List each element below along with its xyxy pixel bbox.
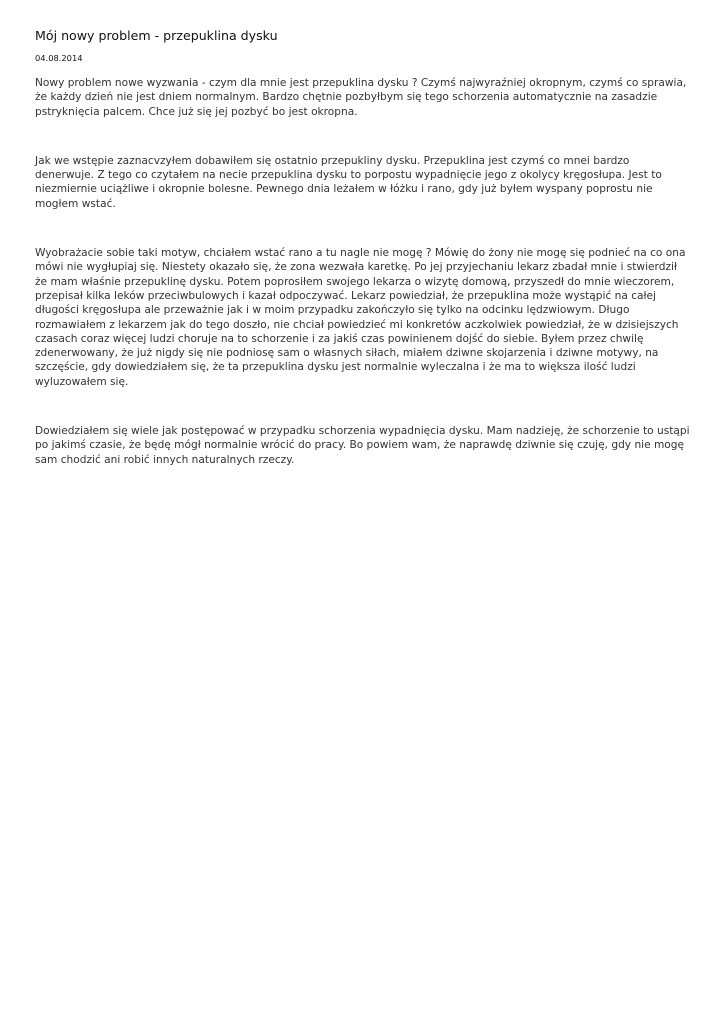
article bbox=[35, 0, 691, 467]
paragraph-1: Nowy problem nowe wyzwania - czym dla mnie jest przepuklina dysku ? Czymś najwyraźniej okropnym, czymś co sprawia, że każdy dzień nie jest dniem normalnym. Bardzo chętnie pozbyłbym się tego schorzenia automatycznie na zasadzie pstryknięcia palcem. Chce już się jej pozbyć bo jest okropna. bbox=[35, 77, 687, 118]
paragraph-4: Dowiedziałem się wiele jak postępować w przypadku schorzenia wypadnięcia dysku. Mam nadzieję, że schorzenie to ustąpi po jakimś czasie, że będę mógł normalnie wrócić do pracy. Bo powiem wam, że naprawdę dziwnie się czuję, gdy nie mogę sam chodzić ani robić innych naturalnych rzeczy. bbox=[35, 425, 690, 466]
article-title: Mój nowy problem - przepuklina dysku bbox=[35, 28, 278, 43]
paragraph-3: Wyobrażacie sobie taki motyw, chciałem wstać rano a tu nagle nie mogę ? Mówię do żony nie mogę się podnieć na co ona mówi nie wygłupiaj się. Niestety okazało się, że zona wezwała karetkę. Po jej przyjechaniu lekarz zbadał mnie i stwierdził że mam właśnie przepuklinę dysku. Potem poprosiłem swojego lekarza o wizytę domową, przyszedł do mnie wieczorem, przepisał kilka leków przeciwbulowych i kazał odpoczywać. Lekarz powiedział, że przepuklina może wystąpić na całej długości kręgosłupa ale przeważnie jak i w moim przypadku zakończyło się tylko na odcinku lędzwiowym. Długo rozmawiałem z lekarzem jak do tego doszło, nie chciał powiedzieć mi konkretów aczkolwiek powiedział, że w dzisiejszych czasach coraz więcej ludzi choruje na to schorzenie i za jakiś czas powinienem dojść do siebie. Byłem przez chwilę zdenerwowany, że już nigdy się nie podniosę sam o własnych siłach, miałem dziwne skojarzenia i dziwne motywy, na szczęście, gdy dowiedziałem się, że ta przepuklina dysku jest normalnie wyleczalna i że ma to większa ilość ludzi wyluzowałem się. bbox=[35, 247, 686, 388]
article-date: 04.08.2014 bbox=[35, 53, 83, 63]
paragraph-2: Jak we wstępie zaznacvzyłem dobawiłem się ostatnio przepukliny dysku. Przepuklina jest czymś co mnei bardzo denerwuje. Z tego co czytałem na necie przepuklina dysku to porpostu wypadnięcie jego z okolycy kręgosłupa. Jest to niezmiernie uciążliwe i okropnie bolesne. Pewnego dnia leżałem w łóżku i rano, gdy już byłem wyspany poprostu nie mogłem wstać. bbox=[35, 154, 662, 210]
